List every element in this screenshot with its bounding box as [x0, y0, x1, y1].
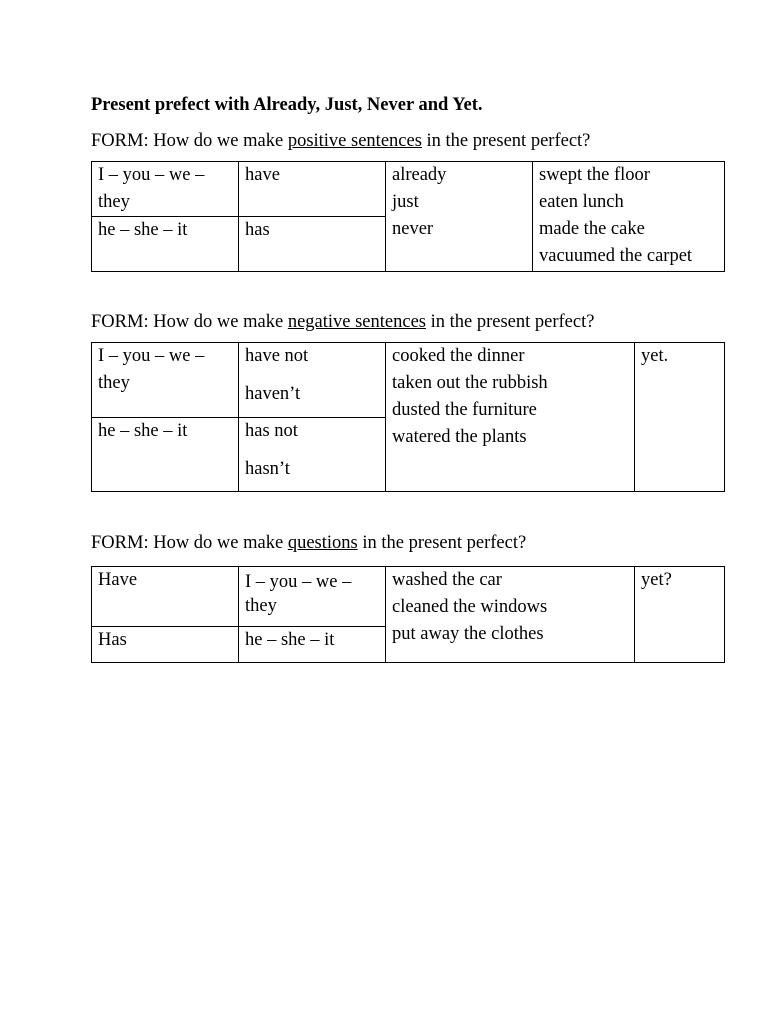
form-topic-underlined: negative sentences	[287, 312, 426, 332]
questions-form-question	[91, 531, 724, 555]
auxiliary-full: has not	[245, 421, 298, 441]
adverb: never	[392, 219, 434, 239]
participle-phrase: cleaned the windows	[392, 597, 548, 617]
auxiliary-cell	[239, 343, 386, 418]
subject-cell: he – she – it	[92, 217, 239, 272]
form-prefix: FORM: How do we make	[91, 533, 288, 553]
auxiliary-cell: Have	[92, 567, 239, 627]
adverbs-cell	[386, 162, 533, 272]
participle-phrase: dusted the furniture	[392, 400, 537, 420]
subject-cell: I – you – we – they	[239, 567, 386, 627]
form-topic-underlined: questions	[287, 533, 358, 553]
adverb: already	[392, 165, 447, 185]
document-page	[91, 93, 724, 663]
subject-cell: I – you – we – they	[92, 343, 239, 418]
participle-phrase: washed the car	[392, 570, 502, 590]
subject-cell: he – she – it	[239, 627, 386, 663]
auxiliary-cell	[239, 418, 386, 492]
auxiliary-cell: has	[239, 217, 386, 272]
auxiliary-cell: have	[239, 162, 386, 217]
form-prefix: FORM: How do we make	[91, 312, 288, 332]
document-title: Present prefect with Already, Just, Never and Yet.	[91, 95, 483, 115]
participles-cell	[386, 343, 635, 492]
subject-cell: he – she – it	[92, 418, 239, 492]
ending-cell: yet.	[635, 343, 725, 492]
positive-form-question	[91, 129, 724, 153]
form-suffix: in the present perfect?	[421, 131, 591, 151]
participle-phrase: put away the clothes	[392, 624, 544, 644]
participle-phrase: vacuumed the carpet	[539, 246, 693, 266]
ending-cell: yet?	[635, 567, 725, 663]
negative-sentences-table	[91, 342, 725, 492]
form-prefix: FORM: How do we make	[91, 131, 288, 151]
auxiliary-contraction: haven’t	[245, 384, 301, 404]
participle-phrase: made the cake	[539, 219, 645, 239]
auxiliary-cell: Has	[92, 627, 239, 663]
form-suffix: in the present perfect?	[357, 533, 527, 553]
auxiliary-contraction: hasn’t	[245, 459, 290, 479]
adverb: just	[392, 192, 419, 212]
questions-table	[91, 566, 725, 663]
participle-phrase: cooked the dinner	[392, 346, 525, 366]
participles-cell	[533, 162, 725, 272]
participle-phrase: swept the floor	[539, 165, 650, 185]
positive-sentences-table	[91, 161, 725, 272]
participle-phrase: watered the plants	[392, 427, 527, 447]
subject-cell: I – you – we – they	[92, 162, 239, 217]
negative-form-question	[91, 310, 724, 334]
participle-phrase: eaten lunch	[539, 192, 624, 212]
auxiliary-full: have not	[245, 346, 309, 366]
participle-phrase: taken out the rubbish	[392, 373, 548, 393]
form-topic-underlined: positive sentences	[287, 131, 422, 151]
participles-cell	[386, 567, 635, 663]
form-suffix: in the present perfect?	[425, 312, 595, 332]
